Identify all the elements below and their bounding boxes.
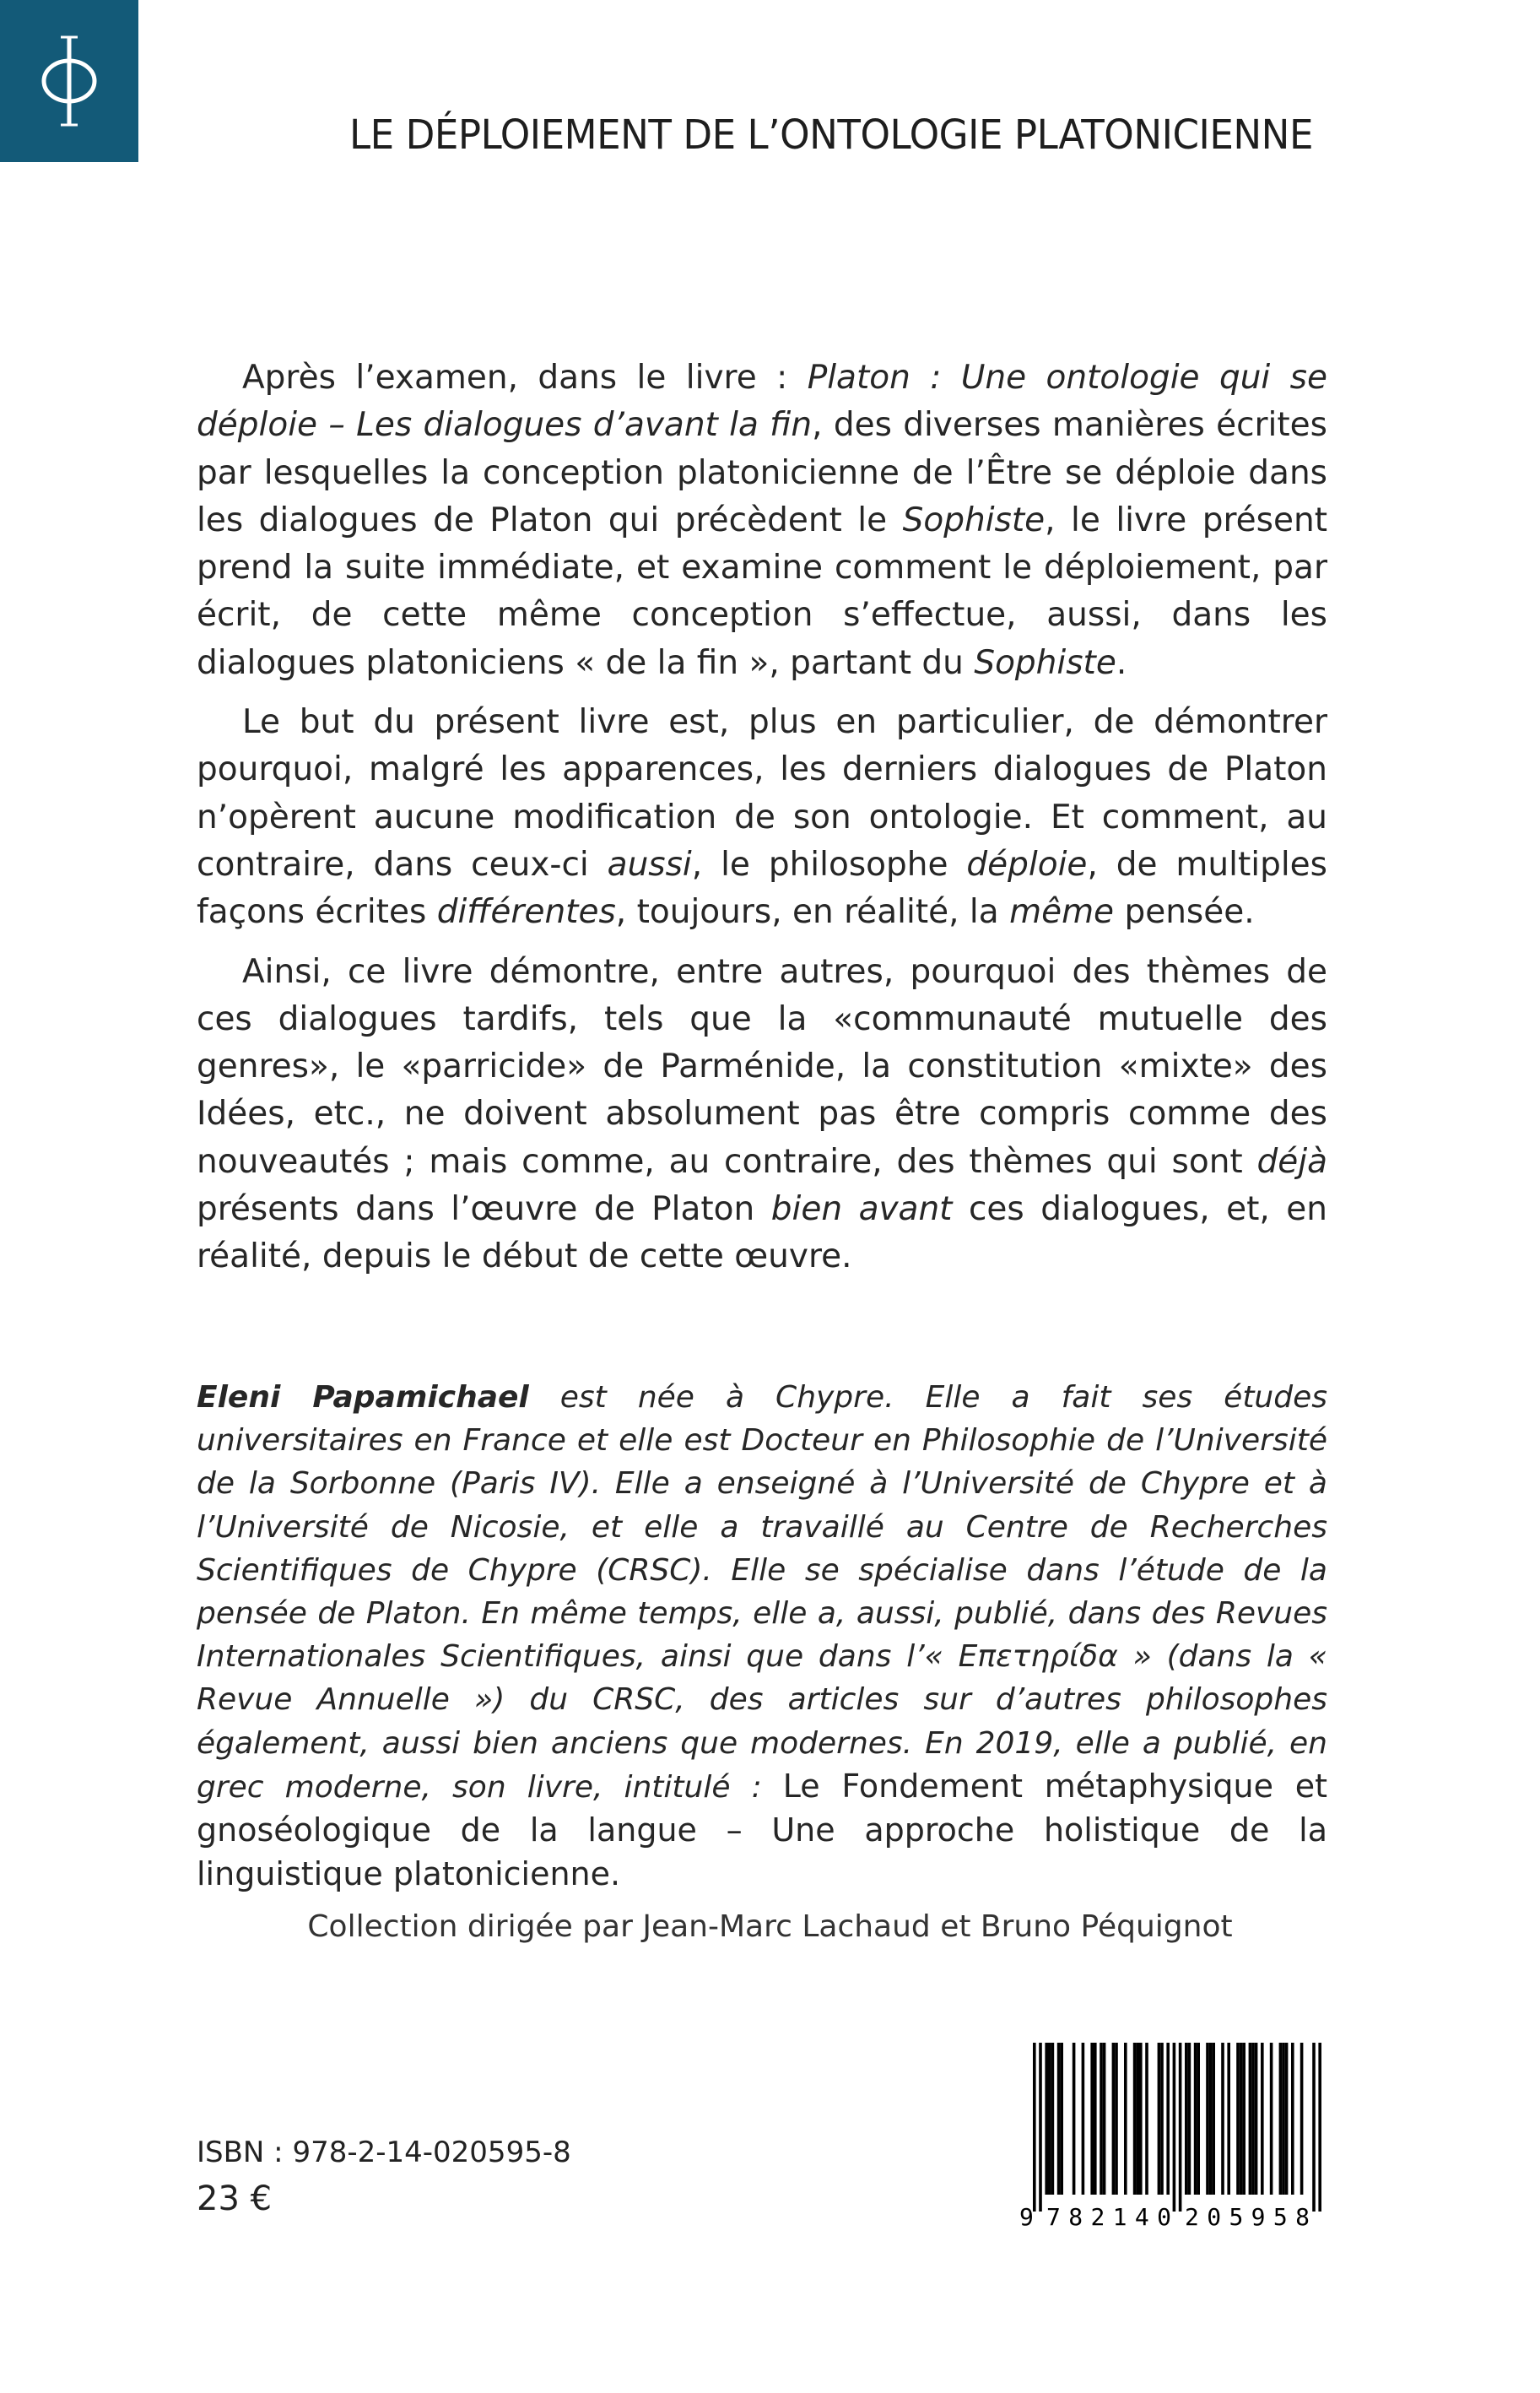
- barcode-bar: [1051, 2043, 1055, 2195]
- barcode-bar: [1048, 2043, 1051, 2195]
- barcode-bar: [1033, 2043, 1036, 2212]
- barcode-bar: [1197, 2043, 1200, 2195]
- barcode-bar: [1160, 2043, 1164, 2195]
- barcode-bar: [1255, 2043, 1258, 2195]
- barcode-bar: [1082, 2043, 1085, 2195]
- barcode-bar: [1291, 2043, 1294, 2195]
- barcode-bar: [1251, 2043, 1255, 2195]
- blurb-paragraph-2: Le but du présent livre est, plus en particulier, de démontrer pourquoi, malgré les apparences, les derniers dialogues de Platon n’opèrent aucune modification de son ontologie. Et comment, au contraire, dans ceux-ci aussi, le philosophe déploie, de multiples façons écrites différentes, toujours, en réalité, la même pensée.: [197, 703, 1327, 932]
- barcode-bar: [1194, 2043, 1197, 2195]
- phi-logo-icon: [27, 30, 111, 132]
- barcode-bar: [1242, 2043, 1246, 2195]
- barcode-bar: [1179, 2043, 1182, 2212]
- barcode-bar: [1145, 2043, 1148, 2195]
- barcode-bar: [1240, 2043, 1243, 2195]
- blurb-text: [197, 355, 1327, 1281]
- barcode-bar: [1282, 2043, 1285, 2195]
- barcode-bar: [1139, 2043, 1143, 2195]
- barcode-bar: [1227, 2043, 1230, 2195]
- barcode-bar: [1312, 2043, 1316, 2212]
- blurb-paragraph-1: Après l’examen, dans le livre : Platon : Une ontologie qui se déploie – Les dialogues d’avant la fin, des diverses manières écrites par lesquelles la conception platonicienne de l’Être se déploie dans les dialogues de Platon qui précèdent le Sophiste, le livre présent prend la suite immédiate, et examine comment le déploiement, par écrit, de cette même conception s’effectue, aussi, dans les dialogues platoniciens « de la fin », partant du Sophiste.: [197, 359, 1327, 682]
- isbn: ISBN : 978-2-14-020595-8: [197, 2136, 571, 2169]
- barcode-bar: [1206, 2043, 1209, 2195]
- barcode-bar: [1285, 2043, 1289, 2195]
- blurb-paragraph-3: Ainsi, ce livre démontre, entre autres, pourquoi des thèmes de ces dialogues tardifs, tels que la «communauté mutuelle des genres», le «parricide» de Parménide, la constitution «mixte» des Idées, etc., ne doivent absolument pas être compris comme des nouveautés ; mais comme, au contraire, des thèmes qui sont déjà présents dans l’œuvre de Platon bien avant ces dialogues, et, en réalité, depuis le début de cette œuvre.: [197, 952, 1328, 1276]
- barcode-bar: [1100, 2043, 1103, 2195]
- barcode-bar: [1103, 2043, 1106, 2195]
- barcode-bar: [1090, 2043, 1094, 2195]
- barcode-bar: [1158, 2043, 1161, 2195]
- barcode-bars: [1033, 2043, 1321, 2212]
- barcode-bar: [1073, 2043, 1076, 2195]
- barcode-bar: [1318, 2043, 1321, 2212]
- barcode-bar: [1039, 2043, 1042, 2212]
- author-name: Eleni Papamichael: [197, 1380, 529, 1415]
- barcode-bar: [1279, 2043, 1283, 2195]
- barcode-lead-digit: 9: [1019, 2203, 1034, 2231]
- barcode-bar: [1221, 2043, 1224, 2195]
- author-bio: [197, 1376, 1327, 1897]
- book-title: LE DÉPLOIEMENT DE L’ONTOLOGIE PLATONICIENNE: [349, 111, 1313, 159]
- barcode-bar: [1136, 2043, 1139, 2195]
- barcode-bar: [1249, 2043, 1252, 2195]
- barcode-right-digits: 205958: [1185, 2203, 1310, 2231]
- barcode-bar: [1045, 2043, 1048, 2195]
- barcode-bar: [1236, 2043, 1240, 2195]
- barcode-bar: [1124, 2043, 1127, 2195]
- barcode-bar: [1185, 2043, 1188, 2195]
- price: 23 €: [197, 2179, 273, 2218]
- barcode: [1013, 2043, 1333, 2237]
- barcode-bar: [1060, 2043, 1063, 2195]
- bio-text: est née à Chypre. Elle a fait ses études universitaires en France et elle est Docteur en Philosophie de l’Université de la Sorbonne (Paris IV). Elle a enseigné à l’Université de Chypre et à l’Université de Nicosie, et elle a travaillé au Centre de Recherches Scientifiques de Chypre (CRSC). Elle se spécialise dans l’étude de la pensée de Platon. En même temps, elle a, aussi, publié, dans des Revues Internationales Scientifiques, ainsi que dans l’« Επετηρίδα » (dans la « Revue Annuelle ») du CRSC, des articles sur d’autres philosophes également, aussi bien anciens que modernes. En 2019, elle a publié, en grec moderne, son livre, intitulé :: [197, 1380, 1328, 1805]
- barcode-bar: [1188, 2043, 1191, 2195]
- barcode-bar: [1212, 2043, 1215, 2195]
- publisher-logo: [0, 0, 138, 162]
- barcode-bar: [1209, 2043, 1213, 2195]
- barcode-bar: [1173, 2043, 1176, 2212]
- barcode-bar: [1270, 2043, 1273, 2195]
- barcode-bar: [1133, 2043, 1137, 2195]
- barcode-left-digits: 782140: [1046, 2203, 1171, 2231]
- barcode-bar: [1115, 2043, 1118, 2195]
- bio-book-title: Le Fondement métaphysique et gnoséologique de la langue – Une approche holistique de la linguistique platonicienne.: [197, 1767, 1327, 1893]
- barcode-bar: [1057, 2043, 1061, 2195]
- barcode-bar: [1261, 2043, 1264, 2195]
- barcode-bar: [1300, 2043, 1304, 2195]
- barcode-bar: [1112, 2043, 1116, 2195]
- barcode-bar: [1166, 2043, 1170, 2195]
- barcode-bar: [1094, 2043, 1097, 2195]
- collection-credit: Collection dirigée par Jean-Marc Lachaud et Bruno Péquignot: [307, 1909, 1233, 1944]
